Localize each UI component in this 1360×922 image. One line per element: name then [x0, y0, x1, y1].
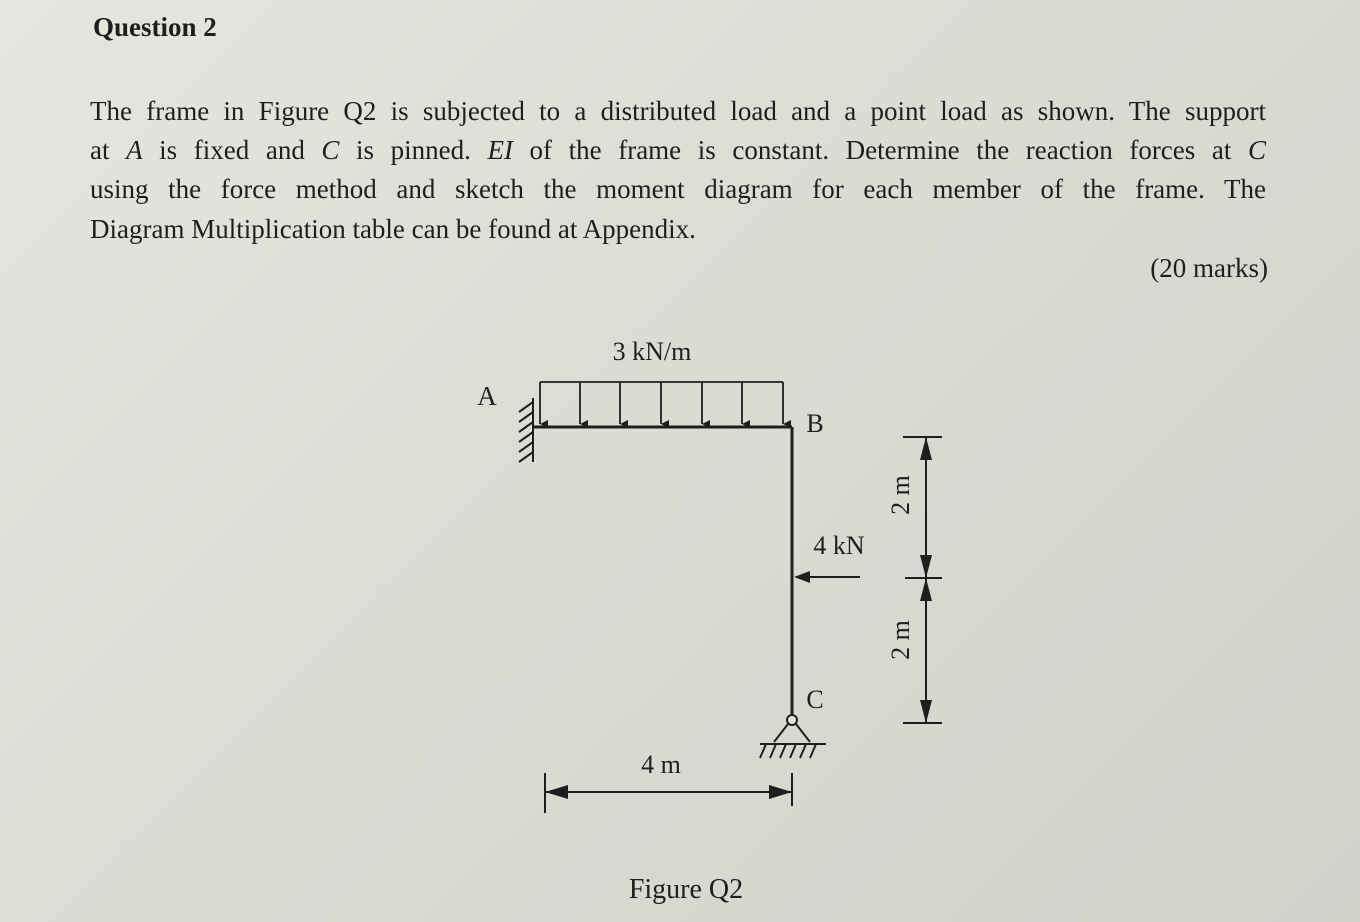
distributed-load-label: 3 kN/m [612, 337, 692, 366]
span-dimension [545, 773, 792, 813]
distributed-load [540, 382, 783, 424]
upper-height-label: 2 m [886, 475, 915, 515]
italic-symbol: C [1247, 135, 1266, 165]
italic-symbol: A [126, 135, 143, 165]
question-line-1: The frame in Figure Q2 is subjected to a distributed load and a point load as shown. The support [90, 96, 1266, 126]
point-load-label: 4 kN [813, 531, 865, 560]
node-c-label: C [806, 685, 824, 714]
question-line-4: Diagram Multiplication table can be found at Appendix. [90, 214, 696, 244]
point-load-arrow [794, 571, 860, 583]
node-b-label: B [806, 409, 824, 438]
question-line-3: using the force method and sketch the moment diagram for each member of the frame. The [90, 174, 1266, 204]
lower-height-label: 2 m [886, 620, 915, 660]
question-line-2: at A is fixed and C is pinned. EI of the frame is constant. Determine the reaction forces at C [90, 135, 1266, 165]
italic-symbol: C [321, 135, 340, 165]
fixed-support-a [519, 398, 533, 462]
figure-caption: Figure Q2 [628, 874, 744, 905]
pinned-support-c [760, 715, 826, 758]
marks-label: (20 marks) [1150, 253, 1268, 283]
question-heading: Question 2 [93, 12, 217, 42]
node-a-label: A [477, 381, 497, 411]
span-label: 4 m [641, 750, 681, 779]
italic-symbol: EI [487, 135, 513, 165]
